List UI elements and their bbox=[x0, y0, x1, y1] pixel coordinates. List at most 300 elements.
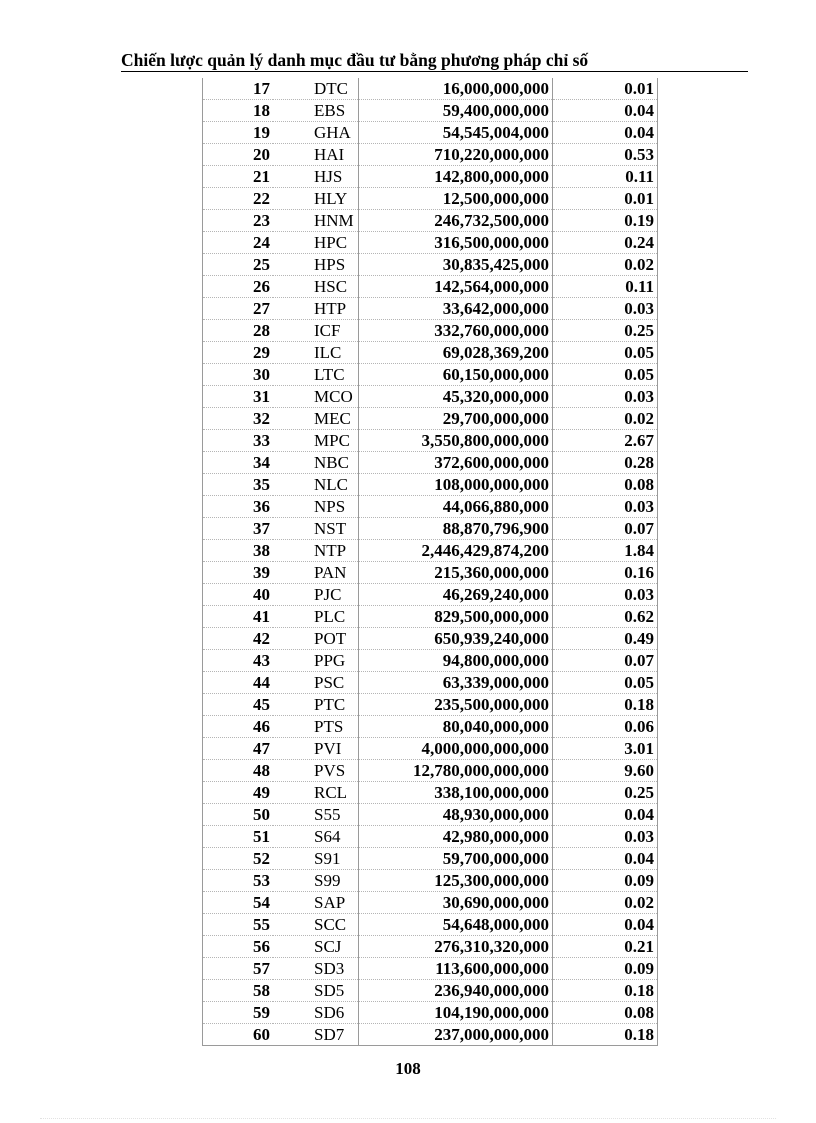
row-number-cell bbox=[203, 364, 274, 386]
weight-percent-cell bbox=[553, 474, 658, 496]
market-value-cell bbox=[359, 650, 553, 672]
stock-code: HSC bbox=[314, 277, 348, 296]
stock-code: NPS bbox=[314, 497, 346, 516]
table-row bbox=[203, 452, 658, 474]
weight-percent-cell bbox=[553, 496, 658, 518]
row-number-cell bbox=[203, 342, 274, 364]
market-value: 33,642,000,000 bbox=[442, 299, 549, 318]
market-value: 338,100,000,000 bbox=[434, 783, 549, 802]
weight-percent: 0.07 bbox=[624, 651, 654, 670]
weight-percent: 0.19 bbox=[624, 211, 654, 230]
stock-table-body bbox=[203, 78, 658, 1046]
market-value-cell bbox=[359, 540, 553, 562]
table-row bbox=[203, 1024, 658, 1046]
row-number: 28 bbox=[253, 321, 270, 340]
stock-code-cell bbox=[273, 144, 359, 166]
weight-percent-cell bbox=[553, 1024, 658, 1046]
stock-code-cell bbox=[273, 826, 359, 848]
market-value: 316,500,000,000 bbox=[434, 233, 549, 252]
market-value: 69,028,369,200 bbox=[442, 343, 549, 362]
row-number-cell bbox=[203, 870, 274, 892]
stock-code: PTC bbox=[314, 695, 346, 714]
weight-percent: 0.04 bbox=[624, 849, 654, 868]
row-number: 17 bbox=[253, 79, 270, 98]
stock-code: PLC bbox=[314, 607, 346, 626]
table-row bbox=[203, 210, 658, 232]
market-value-cell bbox=[359, 848, 553, 870]
row-number-cell bbox=[203, 210, 274, 232]
table-row bbox=[203, 518, 658, 540]
stock-code: MCO bbox=[314, 387, 353, 406]
table-row bbox=[203, 430, 658, 452]
market-value-cell bbox=[359, 496, 553, 518]
weight-percent-cell bbox=[553, 870, 658, 892]
row-number: 19 bbox=[253, 123, 270, 142]
market-value: 63,339,000,000 bbox=[442, 673, 549, 692]
table-row bbox=[203, 232, 658, 254]
stock-code: SD6 bbox=[314, 1003, 345, 1022]
stock-code-cell bbox=[273, 386, 359, 408]
weight-percent-cell bbox=[553, 78, 658, 100]
market-value: 54,545,004,000 bbox=[442, 123, 549, 142]
stock-code: EBS bbox=[314, 101, 346, 120]
stock-code-cell bbox=[273, 672, 359, 694]
weight-percent: 0.06 bbox=[624, 717, 654, 736]
stock-code: SD7 bbox=[314, 1025, 345, 1044]
weight-percent-cell bbox=[553, 584, 658, 606]
market-value: 29,700,000,000 bbox=[442, 409, 549, 428]
stock-code-cell bbox=[273, 760, 359, 782]
stock-code-cell bbox=[273, 364, 359, 386]
table-row bbox=[203, 980, 658, 1002]
market-value: 59,400,000,000 bbox=[442, 101, 549, 120]
row-number-cell bbox=[203, 584, 274, 606]
weight-percent-cell bbox=[553, 892, 658, 914]
row-number-cell bbox=[203, 936, 274, 958]
weight-percent: 9.60 bbox=[624, 761, 654, 780]
row-number-cell bbox=[203, 716, 274, 738]
row-number-cell bbox=[203, 386, 274, 408]
weight-percent: 0.18 bbox=[624, 1025, 654, 1044]
market-value-cell bbox=[359, 936, 553, 958]
stock-code: GHA bbox=[314, 123, 351, 142]
row-number: 42 bbox=[253, 629, 270, 648]
row-number: 48 bbox=[253, 761, 270, 780]
table-row bbox=[203, 650, 658, 672]
stock-code-cell bbox=[273, 232, 359, 254]
table-row bbox=[203, 78, 658, 100]
table-row bbox=[203, 364, 658, 386]
market-value: 12,500,000,000 bbox=[442, 189, 549, 208]
stock-table bbox=[202, 78, 658, 1046]
table-row bbox=[203, 738, 658, 760]
row-number: 43 bbox=[253, 651, 270, 670]
row-number-cell bbox=[203, 232, 274, 254]
market-value-cell bbox=[359, 584, 553, 606]
weight-percent: 0.09 bbox=[624, 871, 654, 890]
stock-code: NTP bbox=[314, 541, 347, 560]
market-value-cell bbox=[359, 980, 553, 1002]
stock-code: HNM bbox=[314, 211, 354, 230]
row-number: 44 bbox=[253, 673, 270, 692]
stock-code: S64 bbox=[314, 827, 341, 846]
stock-code: HLY bbox=[314, 189, 348, 208]
row-number-cell bbox=[203, 298, 274, 320]
stock-code-cell bbox=[273, 804, 359, 826]
market-value: 46,269,240,000 bbox=[442, 585, 549, 604]
weight-percent: 0.05 bbox=[624, 673, 654, 692]
market-value: 236,940,000,000 bbox=[434, 981, 549, 1000]
row-number-cell bbox=[203, 738, 274, 760]
weight-percent-cell bbox=[553, 320, 658, 342]
row-number: 59 bbox=[253, 1003, 270, 1022]
weight-percent-cell bbox=[553, 540, 658, 562]
stock-code: NBC bbox=[314, 453, 349, 472]
stock-code: PSC bbox=[314, 673, 345, 692]
stock-code: S55 bbox=[314, 805, 341, 824]
stock-code-cell bbox=[273, 936, 359, 958]
stock-code-cell bbox=[273, 1002, 359, 1024]
weight-percent: 0.02 bbox=[624, 893, 654, 912]
weight-percent: 0.01 bbox=[624, 189, 654, 208]
row-number: 23 bbox=[253, 211, 270, 230]
market-value-cell bbox=[359, 320, 553, 342]
market-value-cell bbox=[359, 716, 553, 738]
weight-percent-cell bbox=[553, 848, 658, 870]
row-number: 49 bbox=[253, 783, 270, 802]
weight-percent: 0.03 bbox=[624, 299, 654, 318]
market-value: 80,040,000,000 bbox=[442, 717, 549, 736]
market-value-cell bbox=[359, 364, 553, 386]
stock-code-cell bbox=[273, 430, 359, 452]
market-value: 372,600,000,000 bbox=[434, 453, 549, 472]
weight-percent: 0.03 bbox=[624, 387, 654, 406]
weight-percent: 0.01 bbox=[624, 79, 654, 98]
row-number: 35 bbox=[253, 475, 270, 494]
market-value-cell bbox=[359, 474, 553, 496]
table-row bbox=[203, 672, 658, 694]
market-value-cell bbox=[359, 276, 553, 298]
table-row bbox=[203, 892, 658, 914]
market-value: 142,800,000,000 bbox=[434, 167, 549, 186]
stock-code-cell bbox=[273, 100, 359, 122]
market-value-cell bbox=[359, 298, 553, 320]
row-number: 52 bbox=[253, 849, 270, 868]
weight-percent: 0.08 bbox=[624, 475, 654, 494]
row-number-cell bbox=[203, 320, 274, 342]
market-value: 246,732,500,000 bbox=[434, 211, 549, 230]
stock-code-cell bbox=[273, 474, 359, 496]
market-value: 60,150,000,000 bbox=[442, 365, 549, 384]
stock-code-cell bbox=[273, 298, 359, 320]
market-value: 2,446,429,874,200 bbox=[421, 541, 549, 560]
weight-percent: 0.02 bbox=[624, 409, 654, 428]
weight-percent: 0.49 bbox=[624, 629, 654, 648]
table-row bbox=[203, 122, 658, 144]
weight-percent: 0.11 bbox=[625, 277, 654, 296]
weight-percent: 0.03 bbox=[624, 497, 654, 516]
market-value-cell bbox=[359, 122, 553, 144]
row-number: 51 bbox=[253, 827, 270, 846]
stock-code: ICF bbox=[314, 321, 341, 340]
market-value: 235,500,000,000 bbox=[434, 695, 549, 714]
weight-percent-cell bbox=[553, 782, 658, 804]
weight-percent-cell bbox=[553, 232, 658, 254]
stock-code: PAN bbox=[314, 563, 347, 582]
row-number-cell bbox=[203, 760, 274, 782]
table-row bbox=[203, 936, 658, 958]
table-row bbox=[203, 386, 658, 408]
stock-code-cell bbox=[273, 562, 359, 584]
stock-code: NST bbox=[314, 519, 347, 538]
row-number-cell bbox=[203, 452, 274, 474]
row-number-cell bbox=[203, 980, 274, 1002]
stock-code: SCJ bbox=[314, 937, 342, 956]
row-number: 54 bbox=[253, 893, 270, 912]
market-value-cell bbox=[359, 914, 553, 936]
weight-percent: 1.84 bbox=[624, 541, 654, 560]
stock-code: MEC bbox=[314, 409, 351, 428]
weight-percent-cell bbox=[553, 672, 658, 694]
market-value-cell bbox=[359, 386, 553, 408]
market-value-cell bbox=[359, 1002, 553, 1024]
weight-percent: 0.04 bbox=[624, 123, 654, 142]
row-number-cell bbox=[203, 188, 274, 210]
row-number-cell bbox=[203, 650, 274, 672]
stock-code-cell bbox=[273, 254, 359, 276]
row-number-cell bbox=[203, 1002, 274, 1024]
market-value-cell bbox=[359, 782, 553, 804]
weight-percent-cell bbox=[553, 628, 658, 650]
stock-code-cell bbox=[273, 914, 359, 936]
weight-percent: 0.04 bbox=[624, 805, 654, 824]
row-number: 39 bbox=[253, 563, 270, 582]
market-value-cell bbox=[359, 804, 553, 826]
weight-percent-cell bbox=[553, 760, 658, 782]
weight-percent: 0.25 bbox=[624, 783, 654, 802]
stock-code-cell bbox=[273, 628, 359, 650]
stock-code: SD5 bbox=[314, 981, 345, 1000]
weight-percent: 0.18 bbox=[624, 695, 654, 714]
stock-code: HPC bbox=[314, 233, 348, 252]
market-value: 30,835,425,000 bbox=[442, 255, 549, 274]
market-value-cell bbox=[359, 430, 553, 452]
market-value: 44,066,880,000 bbox=[442, 497, 549, 516]
market-value-cell bbox=[359, 958, 553, 980]
stock-code: HTP bbox=[314, 299, 347, 318]
stock-code-cell bbox=[273, 452, 359, 474]
table-row bbox=[203, 848, 658, 870]
market-value-cell bbox=[359, 1024, 553, 1046]
market-value-cell bbox=[359, 694, 553, 716]
weight-percent-cell bbox=[553, 958, 658, 980]
market-value: 650,939,240,000 bbox=[434, 629, 549, 648]
weight-percent: 0.11 bbox=[625, 167, 654, 186]
weight-percent-cell bbox=[553, 188, 658, 210]
stock-code: SD3 bbox=[314, 959, 345, 978]
stock-code: HPS bbox=[314, 255, 346, 274]
stock-code: DTC bbox=[314, 79, 348, 98]
row-number: 36 bbox=[253, 497, 270, 516]
weight-percent-cell bbox=[553, 826, 658, 848]
table-row bbox=[203, 540, 658, 562]
market-value: 48,930,000,000 bbox=[442, 805, 549, 824]
stock-code: ILC bbox=[314, 343, 342, 362]
row-number: 46 bbox=[253, 717, 270, 736]
row-number: 55 bbox=[253, 915, 270, 934]
stock-code-cell bbox=[273, 716, 359, 738]
stock-code-cell bbox=[273, 496, 359, 518]
weight-percent: 0.28 bbox=[624, 453, 654, 472]
stock-code: SCC bbox=[314, 915, 347, 934]
row-number: 33 bbox=[253, 431, 270, 450]
table-row bbox=[203, 584, 658, 606]
market-value-cell bbox=[359, 188, 553, 210]
row-number-cell bbox=[203, 408, 274, 430]
stock-code-cell bbox=[273, 518, 359, 540]
weight-percent: 0.21 bbox=[624, 937, 654, 956]
stock-code-cell bbox=[273, 870, 359, 892]
row-number: 24 bbox=[253, 233, 270, 252]
row-number: 20 bbox=[253, 145, 270, 164]
stock-code-cell bbox=[273, 276, 359, 298]
stock-code-cell bbox=[273, 694, 359, 716]
weight-percent: 0.03 bbox=[624, 585, 654, 604]
stock-code-cell bbox=[273, 892, 359, 914]
stock-code-cell bbox=[273, 980, 359, 1002]
row-number: 26 bbox=[253, 277, 270, 296]
row-number-cell bbox=[203, 562, 274, 584]
market-value-cell bbox=[359, 606, 553, 628]
stock-code: PTS bbox=[314, 717, 344, 736]
market-value: 54,648,000,000 bbox=[442, 915, 549, 934]
market-value: 829,500,000,000 bbox=[434, 607, 549, 626]
row-number: 29 bbox=[253, 343, 270, 362]
row-number: 41 bbox=[253, 607, 270, 626]
row-number-cell bbox=[203, 892, 274, 914]
table-row bbox=[203, 1002, 658, 1024]
market-value: 12,780,000,000,000 bbox=[413, 761, 549, 780]
row-number-cell bbox=[203, 474, 274, 496]
stock-code-cell bbox=[273, 408, 359, 430]
weight-percent-cell bbox=[553, 210, 658, 232]
market-value-cell bbox=[359, 166, 553, 188]
market-value: 710,220,000,000 bbox=[434, 145, 549, 164]
market-value-cell bbox=[359, 826, 553, 848]
weight-percent: 0.03 bbox=[624, 827, 654, 846]
table-row bbox=[203, 870, 658, 892]
row-number-cell bbox=[203, 826, 274, 848]
table-row bbox=[203, 606, 658, 628]
market-value-cell bbox=[359, 760, 553, 782]
market-value-cell bbox=[359, 210, 553, 232]
weight-percent-cell bbox=[553, 650, 658, 672]
table-row bbox=[203, 254, 658, 276]
row-number: 27 bbox=[253, 299, 270, 318]
market-value: 142,564,000,000 bbox=[434, 277, 549, 296]
row-number: 57 bbox=[253, 959, 270, 978]
stock-code-cell bbox=[273, 122, 359, 144]
stock-code-cell bbox=[273, 210, 359, 232]
row-number: 38 bbox=[253, 541, 270, 560]
table-row bbox=[203, 804, 658, 826]
table-row bbox=[203, 826, 658, 848]
row-number-cell bbox=[203, 518, 274, 540]
weight-percent-cell bbox=[553, 980, 658, 1002]
weight-percent-cell bbox=[553, 804, 658, 826]
table-row bbox=[203, 188, 658, 210]
market-value: 104,190,000,000 bbox=[434, 1003, 549, 1022]
table-row bbox=[203, 914, 658, 936]
stock-code-cell bbox=[273, 320, 359, 342]
stock-code-cell bbox=[273, 540, 359, 562]
weight-percent-cell bbox=[553, 716, 658, 738]
table-row bbox=[203, 958, 658, 980]
row-number-cell bbox=[203, 254, 274, 276]
weight-percent-cell bbox=[553, 364, 658, 386]
weight-percent: 2.67 bbox=[624, 431, 654, 450]
stock-code: RCL bbox=[314, 783, 348, 802]
weight-percent: 0.04 bbox=[624, 915, 654, 934]
weight-percent-cell bbox=[553, 100, 658, 122]
row-number-cell bbox=[203, 672, 274, 694]
row-number-cell bbox=[203, 122, 274, 144]
row-number-cell bbox=[203, 958, 274, 980]
row-number: 53 bbox=[253, 871, 270, 890]
table-row bbox=[203, 298, 658, 320]
row-number-cell bbox=[203, 782, 274, 804]
weight-percent: 0.16 bbox=[624, 563, 654, 582]
stock-code: LTC bbox=[314, 365, 345, 384]
stock-code-cell bbox=[273, 188, 359, 210]
stock-code: HAI bbox=[314, 145, 345, 164]
weight-percent-cell bbox=[553, 1002, 658, 1024]
row-number-cell bbox=[203, 100, 274, 122]
weight-percent: 0.05 bbox=[624, 343, 654, 362]
page-header-title: Chiến lược quản lý danh mục đầu tư bằng phương pháp chỉ số bbox=[121, 49, 748, 72]
row-number: 34 bbox=[253, 453, 270, 472]
market-value-cell bbox=[359, 408, 553, 430]
stock-code: HJS bbox=[314, 167, 343, 186]
market-value: 237,000,000,000 bbox=[434, 1025, 549, 1044]
weight-percent: 0.02 bbox=[624, 255, 654, 274]
market-value-cell bbox=[359, 518, 553, 540]
weight-percent: 0.24 bbox=[624, 233, 654, 252]
market-value-cell bbox=[359, 452, 553, 474]
row-number: 21 bbox=[253, 167, 270, 186]
table-row bbox=[203, 342, 658, 364]
market-value: 125,300,000,000 bbox=[434, 871, 549, 890]
row-number: 22 bbox=[253, 189, 270, 208]
row-number: 30 bbox=[253, 365, 270, 384]
market-value-cell bbox=[359, 738, 553, 760]
table-row bbox=[203, 276, 658, 298]
table-row bbox=[203, 782, 658, 804]
market-value: 3,550,800,000,000 bbox=[421, 431, 549, 450]
table-row bbox=[203, 760, 658, 782]
market-value: 59,700,000,000 bbox=[442, 849, 549, 868]
stock-code-cell bbox=[273, 342, 359, 364]
row-number-cell bbox=[203, 144, 274, 166]
weight-percent-cell bbox=[553, 562, 658, 584]
market-value: 45,320,000,000 bbox=[442, 387, 549, 406]
weight-percent-cell bbox=[553, 518, 658, 540]
row-number: 40 bbox=[253, 585, 270, 604]
stock-code-cell bbox=[273, 958, 359, 980]
stock-code: POT bbox=[314, 629, 347, 648]
market-value: 113,600,000,000 bbox=[435, 959, 549, 978]
row-number: 56 bbox=[253, 937, 270, 956]
